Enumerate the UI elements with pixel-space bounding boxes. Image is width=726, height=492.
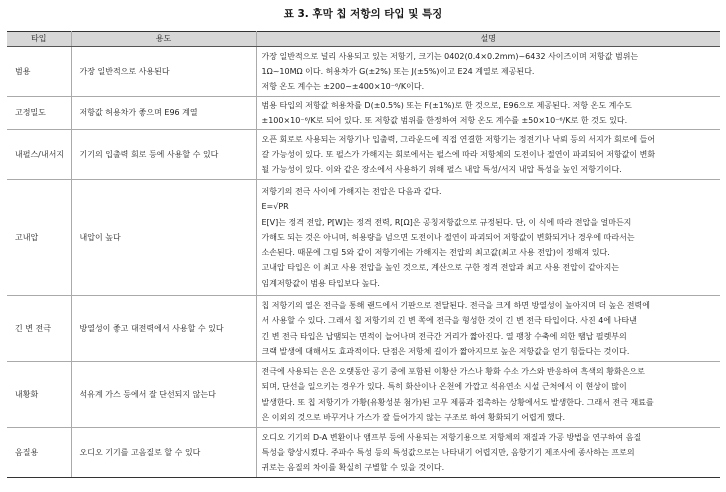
desc-line: 특성을 향상시켰다. 주파수 특성 등의 특성값으로는 나타내기 어렵지만, 음향기기 제조사에 종사하는 프로의 <box>261 447 635 457</box>
header-row <box>7 32 720 47</box>
desc-line: 가해도 되는 것은 아니며, 허용량을 넘으면 도전이나 절연이 파괴되어 저항값이 변화되거나 경우에 따라서는 <box>261 232 635 242</box>
desc-line: ±100×10⁻⁶/K로 되어 있다. 또 저항값 범위를 한정하여 저항 온도 계수를 ±50×10⁻⁶/K로 한 것도 있다. <box>261 116 628 125</box>
type-cell: 긴 변 전극 <box>7 296 71 362</box>
desc-line: 소손된다. 때문에 그림 5와 같이 저항기에는 가해지는 전압의 최고값(최고 사용 전압)이 정해져 있다. <box>261 248 610 258</box>
use-cell: 기기의 입출력 회로 등에 사용할 수 있다 <box>71 130 256 180</box>
desc-line: 갈 가능성이 있다. 또 펄스가 가해지는 회로에서는 펄스에 따라 저항체의 도전이나 절연이 파괴되어 저항값이 변화 <box>261 149 656 159</box>
use-cell: 오디오 기기를 고음질로 할 수 있다 <box>71 428 256 478</box>
table-row <box>7 296 720 362</box>
desc-cell <box>256 296 720 362</box>
type-cell: 음질용 <box>7 428 71 478</box>
desc-line: 되며, 단선을 일으키는 경우가 있다. 특히 화산이나 온천에 가깝고 석유연소 시설 근처에서 이 현상이 많이 <box>261 382 627 392</box>
use-cell: 내압이 높다 <box>71 180 256 296</box>
desc-line: 범용 타입의 저항값 허용차를 D(±0.5%) 또는 F(±1%)로 한 것으로, E96으로 제공된다. 저항 온도 계수도 <box>261 100 632 110</box>
table-body <box>7 47 720 478</box>
formula-line: E=√PR <box>261 202 289 212</box>
use-cell: 저항값 허용차가 좋으며 E96 계열 <box>71 97 256 130</box>
desc-line: 임계저항값이 범용 타입보다 높다. <box>261 278 380 288</box>
type-cell: 고정밀도 <box>7 97 71 130</box>
use-cell: 석유계 가스 등에서 잘 단선되지 않는다 <box>71 362 256 428</box>
desc-cell <box>256 428 720 478</box>
type-cell: 범용 <box>7 47 71 97</box>
desc-cell <box>256 180 720 296</box>
desc-line: 서 사용할 수 있다. 그래서 칩 저항기의 긴 변 쪽에 전극을 형성한 것이 긴 변 전극 타입이다. 사진 4에 나타낸 <box>261 316 637 326</box>
resistor-type-table <box>7 31 720 478</box>
desc-line: 저항기의 전극 사이에 가해지는 전압은 다음과 같다. <box>261 187 442 197</box>
table-header <box>7 32 720 47</box>
table-title: 표 3. 후막 칩 저항의 타입 및 특징 <box>283 8 443 20</box>
desc-line: 될 가능성이 있다. 이와 같은 장소에서 사용하기 위해 펄스 내압 특성/서지 내압 특성을 높인 저항기이다. <box>261 165 622 175</box>
desc-cell <box>256 362 720 428</box>
use-cell: 방열성이 좋고 대전력에서 사용할 수 있다 <box>71 296 256 362</box>
table-row <box>7 47 720 97</box>
desc-cell <box>256 130 720 180</box>
desc-line: 1Ω~10MΩ 이다. 허용차가 G(±2%) 또는 J(±5%)이고 E24 계열로 제공된다. <box>261 66 535 76</box>
desc-line: 가장 일반적으로 널리 사용되고 있는 저항기, 크기는 0402(0.4×0.2mm)~6432 사이즈이며 저항값 범위는 <box>261 51 639 61</box>
desc-line: 귀로는 음질의 차이를 확실히 구별할 수 있을 것이다. <box>261 463 445 473</box>
desc-line: 오디오 기기의 D-A 변환이나 앰프부 등에 사용되는 저항기용으로 저항체의 재질과 가공 방법을 연구하여 음질 <box>261 432 642 442</box>
desc-cell <box>256 47 720 97</box>
header-type: 타입 <box>7 32 71 47</box>
desc-cell <box>256 97 720 130</box>
table-row <box>7 97 720 130</box>
table-row <box>7 428 720 478</box>
desc-line: 저항 온도 계수는 ±200~±400×10⁻⁶/K이다. <box>261 82 425 92</box>
desc-line: 발생한다. 또 칩 저항기가 가황(유황성분 첨가)된 고무 제품과 접촉하는 상황에서도 발생한다. 그래서 전극 재료를 <box>261 397 654 407</box>
desc-line: 은 이외의 것으로 바꾸거나 가스가 잘 들어가지 않는 구조로 하여 황화되기 어렵게 했다. <box>261 412 566 422</box>
header-use: 용도 <box>71 32 256 47</box>
table-row <box>7 130 720 180</box>
desc-line: 전극에 사용되는 은은 오랫동안 공기 중에 포함된 이황산 가스나 황화 수소 가스와 반응하여 흑색의 황화은으로 <box>261 367 645 377</box>
desc-line: 고내압 타입은 이 최고 사용 전압을 높인 것으로, 계산으로 구한 정격 전압과 최고 사용 전압이 같아지는 <box>261 263 620 273</box>
type-cell: 내황화 <box>7 362 71 428</box>
table-row <box>7 180 720 296</box>
desc-line: 긴 변 전극 타입은 납땜되는 면적이 늘어나며 전극간 거리가 짧아진다. 열 팽창 수축에 의한 땜납 필렛부의 <box>261 331 627 341</box>
desc-line: 크랙 발생에 대해서도 효과적이다. 단점은 저항체 길이가 짧아지므로 높은 저항값을 얻기 힘들다는 것이다. <box>261 346 630 356</box>
desc-line: E[V]는 정격 전압, P[W]는 정격 전력, R[Ω]은 공칭저항값으로 규정된다. 단, 이 식에 따라 전압을 얼마든지 <box>261 217 632 227</box>
desc-line: 오픈 회로로 사용되는 저항기나 입출력, 그라운드에 직접 연결한 저항기는 정전기나 낙뢰 등의 서지가 회로에 들어 <box>261 134 656 144</box>
header-desc: 설명 <box>256 32 720 47</box>
type-cell: 고내압 <box>7 180 71 296</box>
use-cell: 가장 일반적으로 사용된다 <box>71 47 256 97</box>
desc-line: 칩 저항기의 열은 전극을 통해 랜드에서 기판으로 전달된다. 전극을 크게 하면 방열성이 높아지며 더 높은 전력에 <box>261 301 650 311</box>
table-row <box>7 362 720 428</box>
type-cell: 내펄스/내서지 <box>7 130 71 180</box>
